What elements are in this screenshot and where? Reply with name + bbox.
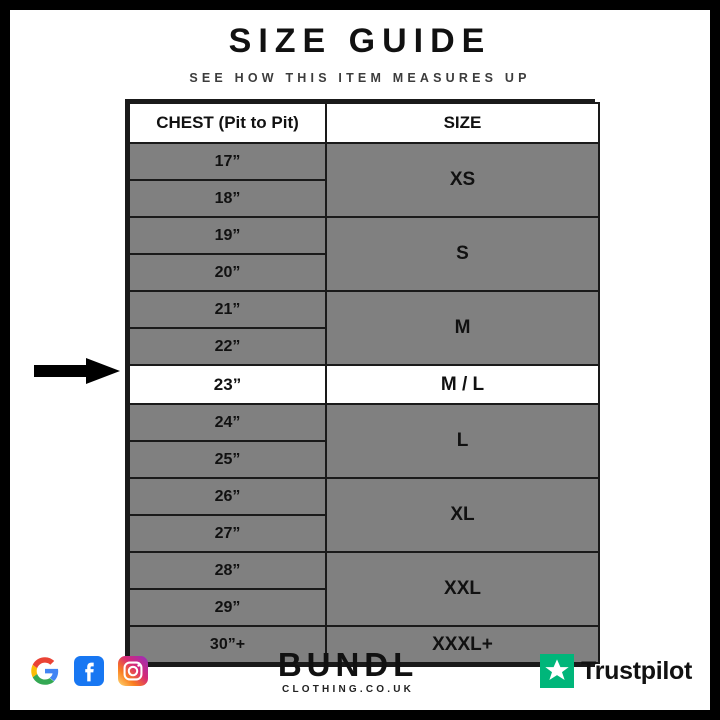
size-cell: XS [326,143,599,217]
chest-cell: 25” [129,441,326,478]
chest-cell: 26” [129,478,326,515]
size-cell: M [326,291,599,365]
size-table-wrapper [125,99,595,667]
table-row-highlighted [129,365,599,404]
brand-website: CLOTHING.CO.UK [282,683,415,695]
size-cell: XL [326,478,599,552]
size-table [128,102,600,664]
table-row [129,552,599,589]
table-header-row [129,103,599,143]
chest-cell: 17” [129,143,326,180]
chest-cell: 21” [129,291,326,328]
brand-name: BUNDL [277,645,419,683]
size-cell-selected: M / L [326,365,599,404]
size-guide-card [10,10,710,710]
column-header-size: SIZE [326,103,599,143]
table-row [129,478,599,515]
google-icon[interactable] [28,654,62,688]
chest-cell: 18” [129,180,326,217]
right-arrow-icon [34,358,120,384]
page-title: SIZE GUIDE [228,22,492,60]
footer [10,640,710,702]
trustpilot-label: Trustpilot [581,656,692,685]
page-subtitle: SEE HOW THIS ITEM MEASURES UP [189,71,531,85]
brand-logo [277,645,419,695]
trustpilot-star-icon [540,654,574,688]
chest-cell: 20” [129,254,326,291]
size-cell: XXXL+ [326,626,599,663]
trustpilot-logo[interactable] [540,654,692,688]
chest-cell: 28” [129,552,326,589]
chest-cell: 19” [129,217,326,254]
social-links [28,654,150,688]
table-row [129,291,599,328]
chest-cell: 27” [129,515,326,552]
chest-cell-selected: 23” [129,365,326,404]
table-row [129,404,599,441]
chest-cell: 30”+ [129,626,326,663]
size-cell: L [326,404,599,478]
table-row [129,143,599,180]
size-cell: XXL [326,552,599,626]
table-row [129,217,599,254]
column-header-chest: CHEST (Pit to Pit) [129,103,326,143]
chest-cell: 29” [129,589,326,626]
chest-cell: 22” [129,328,326,365]
facebook-icon[interactable] [72,654,106,688]
instagram-icon[interactable] [116,654,150,688]
size-cell: S [326,217,599,291]
chest-cell: 24” [129,404,326,441]
